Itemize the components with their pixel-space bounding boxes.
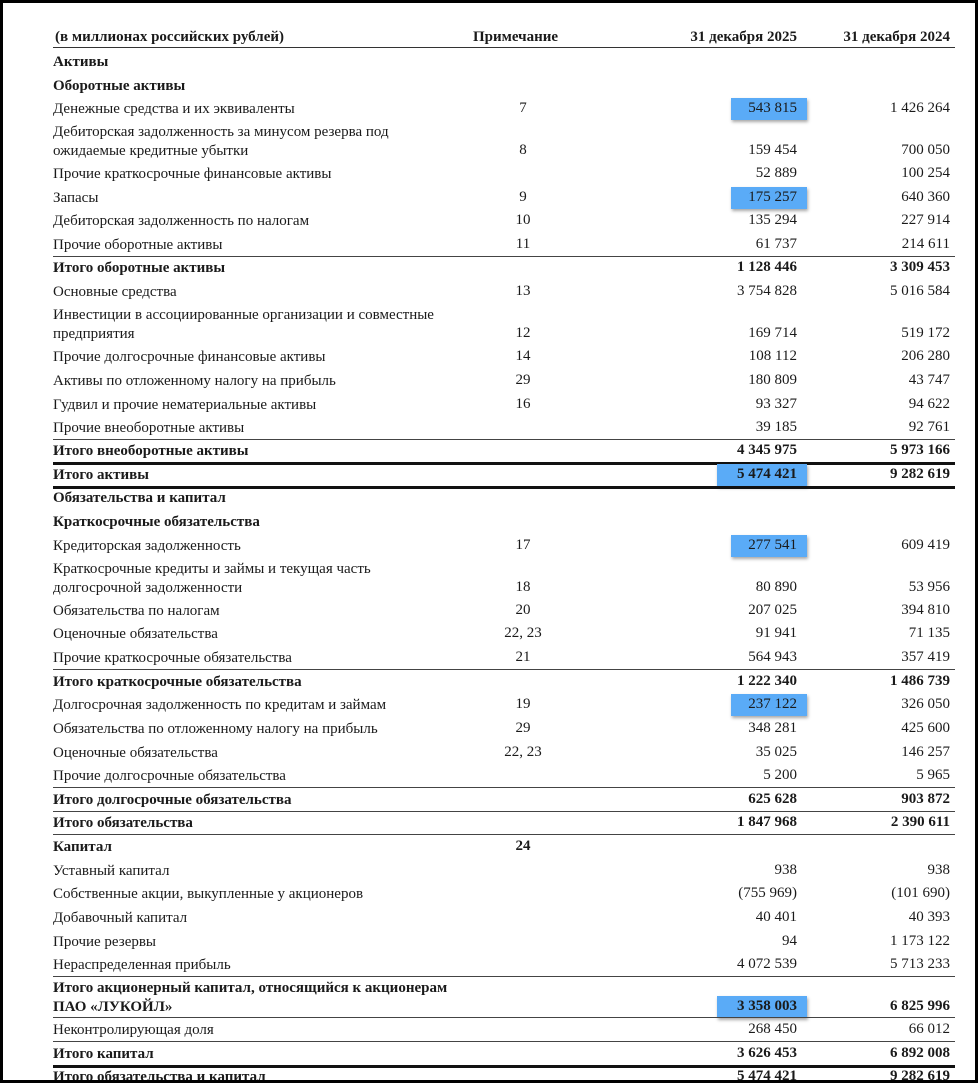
row-label: Гудвил и прочие нематериальные активы bbox=[53, 397, 317, 413]
row-note: 16 bbox=[515, 396, 531, 412]
value-2025: 277 541 bbox=[748, 537, 797, 553]
row-note: 14 bbox=[515, 348, 531, 364]
value-2024: 9 282 619 bbox=[890, 1068, 950, 1080]
row-label: Денежные средства и их эквиваленты bbox=[53, 101, 295, 117]
table-row bbox=[3, 464, 975, 486]
header-underline bbox=[53, 47, 955, 48]
value-2024: 227 914 bbox=[901, 212, 950, 228]
table-row bbox=[3, 647, 975, 669]
row-label: Инвестиции в ассоциированные организации и совместные предприятия bbox=[53, 307, 434, 342]
value-2024: 938 bbox=[927, 862, 950, 878]
row-divider bbox=[53, 834, 955, 835]
row-label: Итого долгосрочные обязательства bbox=[53, 792, 292, 808]
row-label: Прочие резервы bbox=[53, 934, 157, 950]
table-row bbox=[3, 1019, 975, 1041]
value-2024: 1 426 264 bbox=[890, 100, 950, 116]
row-note: 18 bbox=[515, 579, 531, 595]
col-2025-header: 31 декабря 2025 bbox=[690, 29, 797, 45]
units-header: (в миллионах российских рублей) bbox=[55, 29, 284, 45]
value-2025: 80 890 bbox=[755, 579, 797, 595]
row-note: 22, 23 bbox=[504, 744, 542, 760]
table-row bbox=[3, 281, 975, 303]
row-divider bbox=[53, 787, 955, 788]
row-label: Неконтролирующая доля bbox=[53, 1022, 214, 1038]
value-2024: 903 872 bbox=[901, 791, 950, 807]
row-note: 11 bbox=[515, 236, 531, 252]
value-2024: 6 892 008 bbox=[890, 1045, 950, 1061]
value-2024: 146 257 bbox=[901, 744, 950, 760]
value-2024: 640 360 bbox=[901, 189, 950, 205]
value-2024: 71 135 bbox=[908, 625, 950, 641]
value-2025: 5 474 421 bbox=[737, 1068, 797, 1080]
value-2024: 1 173 122 bbox=[890, 933, 950, 949]
row-label: Прочие долгосрочные финансовые активы bbox=[53, 349, 326, 365]
table-row bbox=[3, 121, 975, 161]
value-2024: 5 016 584 bbox=[890, 283, 950, 299]
row-label: Собственные акции, выкупленные у акционеров bbox=[53, 886, 364, 902]
value-2025: 175 257 bbox=[748, 189, 797, 205]
row-label: Прочие краткосрочные обязательства bbox=[53, 650, 292, 666]
balance-sheet-page bbox=[3, 3, 975, 1080]
row-note: 7 bbox=[519, 100, 527, 116]
table-row bbox=[3, 535, 975, 557]
value-2025: 40 401 bbox=[755, 909, 797, 925]
row-label: Основные средства bbox=[53, 284, 177, 300]
value-2025: 3 358 003 bbox=[737, 998, 797, 1014]
value-2025: 938 bbox=[774, 862, 797, 878]
row-label: Прочие внеоборотные активы bbox=[53, 420, 245, 436]
value-2025: 625 628 bbox=[748, 791, 797, 807]
row-label: Итого капитал bbox=[53, 1046, 154, 1062]
table-row bbox=[3, 304, 975, 344]
table-row bbox=[3, 623, 975, 645]
row-note: 24 bbox=[515, 838, 531, 854]
row-label: Уставный капитал bbox=[53, 863, 170, 879]
row-divider bbox=[53, 669, 955, 670]
value-2025: 237 122 bbox=[748, 696, 797, 712]
row-label: Краткосрочные кредиты и займы и текущая часть долгосрочной задолженности bbox=[53, 561, 371, 596]
value-2024: 94 622 bbox=[908, 396, 950, 412]
table-row bbox=[3, 370, 975, 392]
row-label: Оценочные обязательства bbox=[53, 626, 218, 642]
table-row bbox=[3, 394, 975, 416]
row-note: 19 bbox=[515, 696, 531, 712]
row-note: 29 bbox=[515, 372, 531, 388]
table-row bbox=[3, 765, 975, 787]
value-2025: 3 626 453 bbox=[737, 1045, 797, 1061]
value-2025: 91 941 bbox=[755, 625, 797, 641]
value-2024: 2 390 611 bbox=[890, 814, 950, 830]
value-2025: 564 943 bbox=[748, 649, 797, 665]
row-divider bbox=[53, 1017, 955, 1018]
value-2024: 100 254 bbox=[901, 165, 950, 181]
value-2025: 5 200 bbox=[763, 767, 797, 783]
row-note: 21 bbox=[515, 649, 531, 665]
value-2024: 43 747 bbox=[908, 372, 950, 388]
row-label: Долгосрочная задолженность по кредитам и займам bbox=[53, 697, 387, 713]
row-label: Итого активы bbox=[53, 467, 149, 483]
value-2024: 1 486 739 bbox=[890, 673, 950, 689]
row-label: Кредиторская задолженность bbox=[53, 538, 241, 554]
value-2025: 159 454 bbox=[748, 142, 797, 158]
value-2025: 108 112 bbox=[748, 348, 797, 364]
row-label: Дебиторская задолженность по налогам bbox=[53, 213, 310, 229]
value-2024: 3 309 453 bbox=[890, 259, 950, 275]
row-label: Активы по отложенному налогу на прибыль bbox=[53, 373, 336, 389]
value-2025: 35 025 bbox=[755, 744, 797, 760]
table-row bbox=[3, 163, 975, 185]
row-label: Итого краткосрочные обязательства bbox=[53, 674, 302, 690]
value-2025: 135 294 bbox=[748, 212, 797, 228]
value-2024: 66 012 bbox=[908, 1021, 950, 1037]
row-note: 20 bbox=[515, 602, 531, 618]
value-2025: 5 474 421 bbox=[737, 466, 797, 482]
value-2024: 53 956 bbox=[908, 579, 950, 595]
table-row bbox=[3, 718, 975, 740]
value-2025: 93 327 bbox=[755, 396, 797, 412]
row-label: Дебиторская задолженность за минусом резерва под ожидаемые кредитные убытки bbox=[53, 124, 389, 159]
table-row bbox=[3, 75, 975, 97]
table-row bbox=[3, 883, 975, 905]
note-column-header: Примечание bbox=[473, 29, 559, 45]
row-divider bbox=[53, 1041, 955, 1042]
row-note: 12 bbox=[515, 325, 531, 341]
value-2025: 543 815 bbox=[748, 100, 797, 116]
table-row bbox=[3, 346, 975, 368]
table-row bbox=[3, 558, 975, 598]
value-2025: 52 889 bbox=[755, 165, 797, 181]
table-row bbox=[3, 234, 975, 256]
table-row bbox=[3, 931, 975, 953]
table-row bbox=[3, 98, 975, 120]
value-2025: 3 754 828 bbox=[737, 283, 797, 299]
table-row bbox=[3, 860, 975, 882]
value-2024: (101 690) bbox=[891, 885, 950, 901]
table-row bbox=[3, 907, 975, 929]
row-note: 13 bbox=[515, 283, 531, 299]
value-2024: 40 393 bbox=[908, 909, 950, 925]
row-label: Итого обязательства bbox=[53, 815, 193, 831]
table-row bbox=[3, 487, 975, 509]
col-2024-header: 31 декабря 2024 bbox=[843, 29, 950, 45]
table-row bbox=[3, 977, 975, 1017]
row-label: Прочие долгосрочные обязательства bbox=[53, 768, 286, 784]
value-2025: 61 737 bbox=[755, 236, 797, 252]
table-row bbox=[3, 600, 975, 622]
row-label: Добавочный капитал bbox=[53, 910, 188, 926]
value-2024: 326 050 bbox=[901, 696, 950, 712]
row-label: Итого обязательства и капитал bbox=[53, 1069, 266, 1080]
table-row bbox=[3, 51, 975, 73]
row-label: Капитал bbox=[53, 839, 112, 855]
value-2024: 394 810 bbox=[901, 602, 950, 618]
table-row bbox=[3, 187, 975, 209]
table-row bbox=[3, 836, 975, 858]
row-label: Прочие краткосрочные финансовые активы bbox=[53, 166, 332, 182]
row-label: Оценочные обязательства bbox=[53, 745, 218, 761]
row-label: Итого внеоборотные активы bbox=[53, 443, 249, 459]
row-label: Обязательства по отложенному налогу на прибыль bbox=[53, 721, 378, 737]
value-2025: 4 072 539 bbox=[737, 956, 797, 972]
row-label: Активы bbox=[53, 54, 109, 70]
value-2024: 92 761 bbox=[908, 419, 950, 435]
table-row bbox=[3, 694, 975, 716]
row-label: Нераспределенная прибыль bbox=[53, 957, 231, 973]
value-2024: 425 600 bbox=[901, 720, 950, 736]
row-label: Итого оборотные активы bbox=[53, 260, 226, 276]
value-2025: 348 281 bbox=[748, 720, 797, 736]
row-note: 17 bbox=[515, 537, 531, 553]
row-label: Обязательства по налогам bbox=[53, 603, 220, 619]
value-2024: 5 973 166 bbox=[890, 442, 950, 458]
row-note: 9 bbox=[519, 189, 527, 205]
value-2024: 5 713 233 bbox=[890, 956, 950, 972]
value-2024: 519 172 bbox=[901, 325, 950, 341]
table-row bbox=[3, 789, 975, 811]
value-2024: 9 282 619 bbox=[890, 466, 950, 482]
value-2024: 357 419 bbox=[901, 649, 950, 665]
value-2025: 268 450 bbox=[748, 1021, 797, 1037]
value-2024: 214 611 bbox=[901, 236, 950, 252]
value-2025: 4 345 975 bbox=[737, 442, 797, 458]
row-note: 10 bbox=[515, 212, 531, 228]
row-note: 29 bbox=[515, 720, 531, 736]
row-label: Краткосрочные обязательства bbox=[53, 514, 260, 530]
table-row bbox=[3, 511, 975, 533]
value-2025: 1 222 340 bbox=[737, 673, 797, 689]
value-2025: 207 025 bbox=[748, 602, 797, 618]
value-2024: 5 965 bbox=[916, 767, 950, 783]
table-row bbox=[3, 417, 975, 439]
table-row bbox=[3, 257, 975, 279]
table-row bbox=[3, 812, 975, 834]
value-2024: 609 419 bbox=[901, 537, 950, 553]
row-label: Итого акционерный капитал, относящийся к акционерам ПАО «ЛУКОЙЛ» bbox=[53, 980, 448, 1015]
value-2024: 6 825 996 bbox=[890, 998, 950, 1014]
table-row bbox=[3, 1043, 975, 1065]
table-row bbox=[3, 1066, 975, 1080]
row-label: Оборотные активы bbox=[53, 78, 186, 94]
value-2025: 169 714 bbox=[748, 325, 797, 341]
table-row bbox=[3, 671, 975, 693]
row-label: Прочие оборотные активы bbox=[53, 237, 223, 253]
value-2025: (755 969) bbox=[738, 885, 797, 901]
value-2024: 700 050 bbox=[901, 142, 950, 158]
row-label: Обязательства и капитал bbox=[53, 490, 226, 506]
value-2025: 39 185 bbox=[755, 419, 797, 435]
table-row bbox=[3, 742, 975, 764]
value-2025: 180 809 bbox=[748, 372, 797, 388]
table-row bbox=[3, 440, 975, 462]
table-row bbox=[3, 210, 975, 232]
value-2025: 94 bbox=[782, 933, 797, 949]
row-note: 8 bbox=[519, 142, 527, 158]
value-2025: 1 128 446 bbox=[737, 259, 797, 275]
row-note: 22, 23 bbox=[504, 625, 542, 641]
value-2025: 1 847 968 bbox=[737, 814, 797, 830]
row-label: Запасы bbox=[53, 190, 99, 206]
value-2024: 206 280 bbox=[901, 348, 950, 364]
table-row bbox=[3, 954, 975, 976]
